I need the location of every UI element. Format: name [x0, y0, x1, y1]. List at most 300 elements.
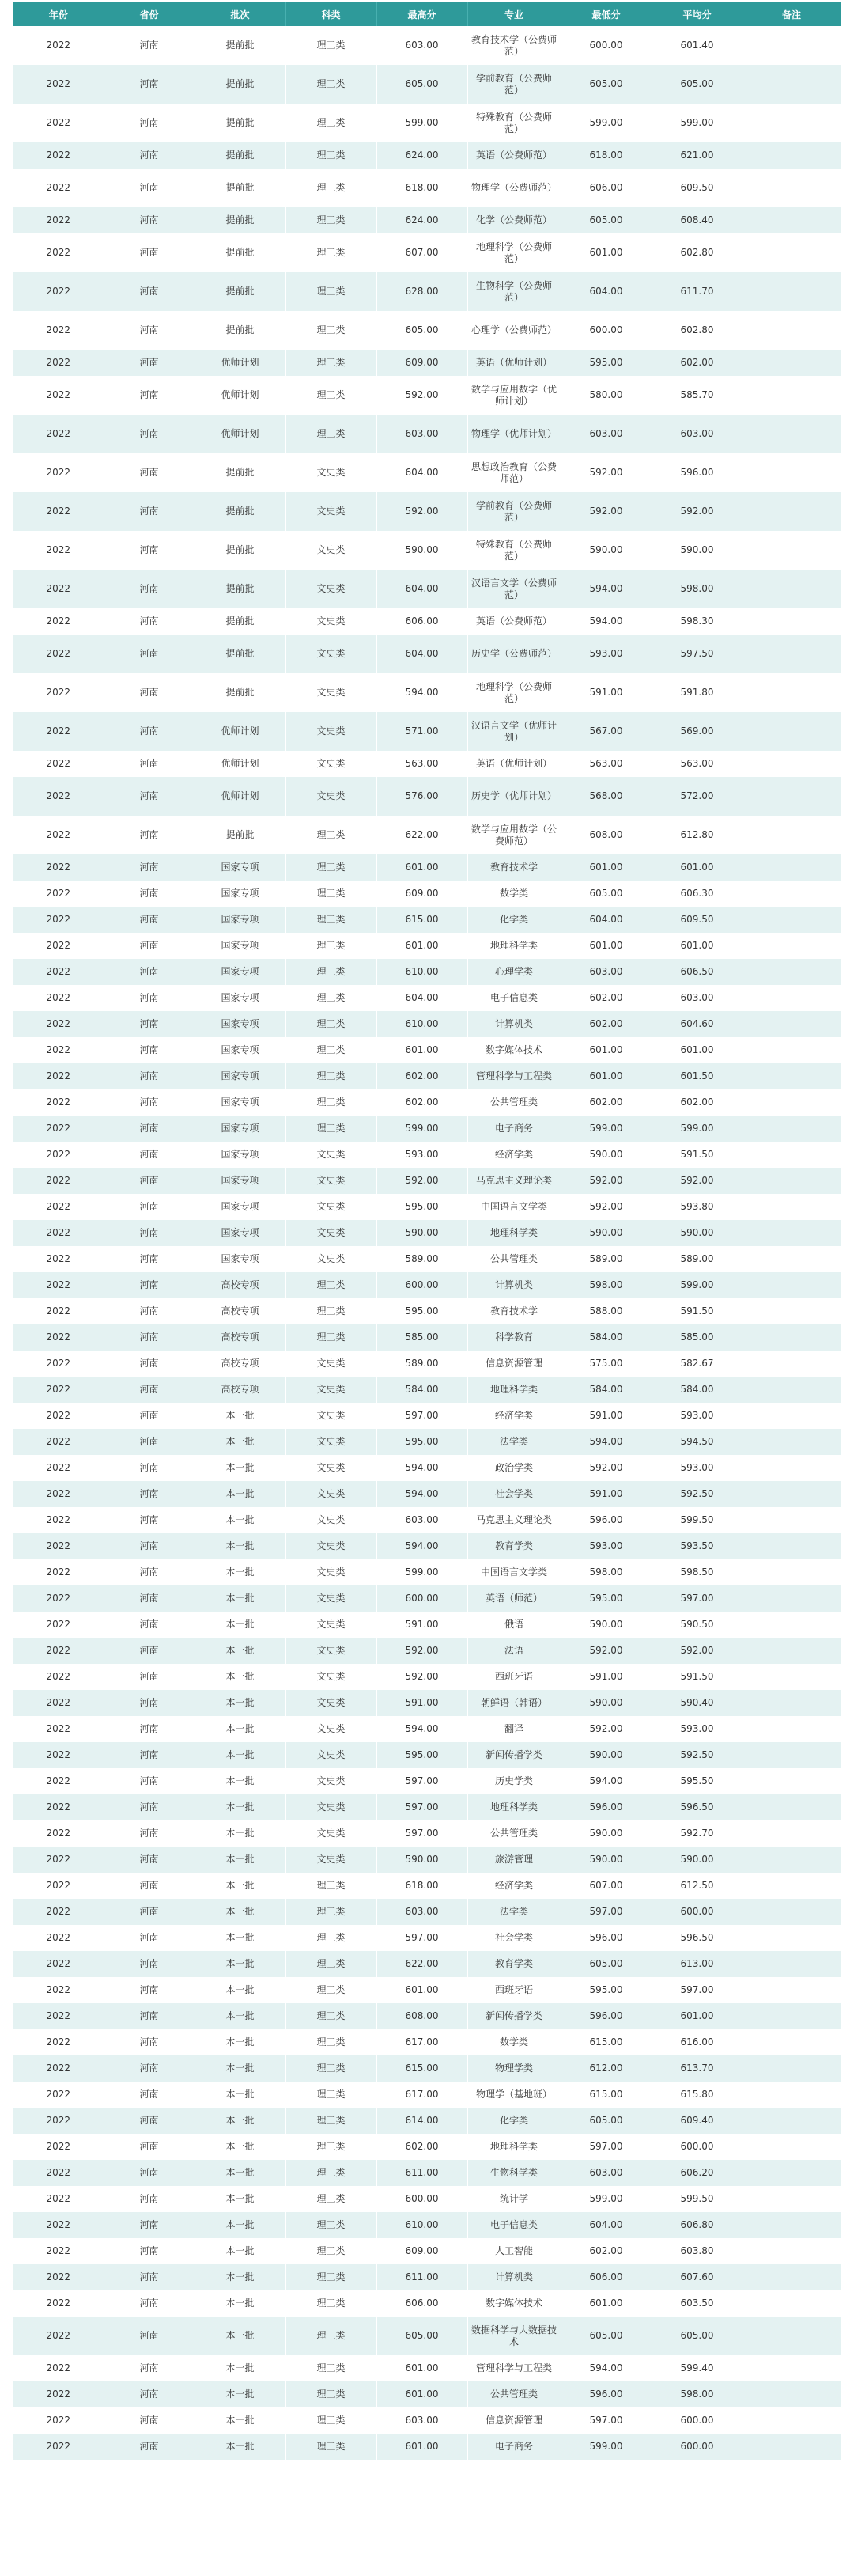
- cell-major: 物理学类: [467, 2055, 561, 2082]
- cell-min-score: 592.00: [561, 1168, 652, 1194]
- cell-province: 河南: [104, 1585, 195, 1612]
- table-row: [13, 376, 841, 415]
- cell-max-score: 615.00: [376, 907, 467, 933]
- cell-major: 公共管理类: [467, 2381, 561, 2407]
- cell-min-score: 604.00: [561, 2212, 652, 2238]
- cell-major: 马克思主义理论类: [467, 1168, 561, 1194]
- cell-batch: 本一批: [195, 1768, 285, 1794]
- cell-major: 数学类: [467, 2029, 561, 2055]
- cell-remarks: [743, 1194, 841, 1220]
- cell-category: 理工类: [285, 1899, 376, 1925]
- cell-avg-score: 606.80: [652, 2212, 743, 2238]
- cell-avg-score: 591.50: [652, 1142, 743, 1168]
- table-row: [13, 2082, 841, 2108]
- cell-batch: 本一批: [195, 1455, 285, 1481]
- cell-avg-score: 612.80: [652, 816, 743, 854]
- cell-remarks: [743, 751, 841, 777]
- cell-year: 2022: [13, 907, 104, 933]
- cell-avg-score: 606.20: [652, 2160, 743, 2186]
- cell-batch: 本一批: [195, 1559, 285, 1585]
- cell-major: 教育学类: [467, 1533, 561, 1559]
- cell-year: 2022: [13, 1742, 104, 1768]
- cell-min-score: 615.00: [561, 2082, 652, 2108]
- table-row: [13, 1246, 841, 1272]
- cell-avg-score: 592.00: [652, 492, 743, 531]
- cell-remarks: [743, 1664, 841, 1690]
- table-row: [13, 673, 841, 712]
- cell-category: 理工类: [285, 1873, 376, 1899]
- cell-max-score: 594.00: [376, 1455, 467, 1481]
- cell-max-score: 571.00: [376, 712, 467, 751]
- table-row: [13, 1272, 841, 1298]
- cell-year: 2022: [13, 311, 104, 350]
- cell-remarks: [743, 1899, 841, 1925]
- header-avg-score: 平均分: [652, 2, 743, 26]
- cell-max-score: 597.00: [376, 1794, 467, 1820]
- cell-category: 理工类: [285, 1298, 376, 1324]
- cell-category: 理工类: [285, 2381, 376, 2407]
- cell-max-score: 592.00: [376, 376, 467, 415]
- cell-major: 公共管理类: [467, 1820, 561, 1847]
- cell-min-score: 589.00: [561, 1246, 652, 1272]
- cell-category: 文史类: [285, 1768, 376, 1794]
- table-row: [13, 1298, 841, 1324]
- cell-avg-score: 598.30: [652, 608, 743, 635]
- cell-min-score: 591.00: [561, 673, 652, 712]
- cell-category: 文史类: [285, 608, 376, 635]
- cell-category: 文史类: [285, 1194, 376, 1220]
- cell-max-score: 590.00: [376, 1220, 467, 1246]
- cell-category: 文史类: [285, 453, 376, 492]
- cell-remarks: [743, 1351, 841, 1377]
- cell-avg-score: 593.00: [652, 1403, 743, 1429]
- cell-category: 文史类: [285, 1220, 376, 1246]
- cell-year: 2022: [13, 2434, 104, 2460]
- cell-min-score: 606.00: [561, 169, 652, 207]
- cell-batch: 本一批: [195, 1899, 285, 1925]
- cell-province: 河南: [104, 1429, 195, 1455]
- cell-remarks: [743, 2082, 841, 2108]
- cell-min-score: 597.00: [561, 2407, 652, 2434]
- table-row: [13, 207, 841, 233]
- table-row: [13, 1925, 841, 1951]
- cell-avg-score: 599.40: [652, 2355, 743, 2381]
- header-category: 科类: [285, 2, 376, 26]
- cell-batch: 本一批: [195, 1742, 285, 1768]
- cell-province: 河南: [104, 415, 195, 453]
- table-row: [13, 1142, 841, 1168]
- cell-min-score: 594.00: [561, 1429, 652, 1455]
- cell-year: 2022: [13, 635, 104, 673]
- cell-province: 河南: [104, 1403, 195, 1429]
- cell-year: 2022: [13, 1533, 104, 1559]
- cell-batch: 提前批: [195, 311, 285, 350]
- cell-avg-score: 604.60: [652, 1011, 743, 1037]
- cell-province: 河南: [104, 1742, 195, 1768]
- cell-max-score: 591.00: [376, 1690, 467, 1716]
- cell-remarks: [743, 1507, 841, 1533]
- cell-min-score: 603.00: [561, 2160, 652, 2186]
- cell-province: 河南: [104, 985, 195, 1011]
- cell-max-score: 615.00: [376, 2055, 467, 2082]
- cell-batch: 本一批: [195, 1664, 285, 1690]
- cell-remarks: [743, 2434, 841, 2460]
- cell-province: 河南: [104, 1690, 195, 1716]
- table-row: [13, 1037, 841, 1063]
- cell-max-score: 601.00: [376, 1037, 467, 1063]
- cell-year: 2022: [13, 1116, 104, 1142]
- cell-major: 朝鲜语（韩语）: [467, 1690, 561, 1716]
- cell-batch: 本一批: [195, 2290, 285, 2317]
- cell-province: 河南: [104, 104, 195, 142]
- cell-min-score: 596.00: [561, 1925, 652, 1951]
- cell-province: 河南: [104, 2186, 195, 2212]
- cell-max-score: 608.00: [376, 2003, 467, 2029]
- cell-year: 2022: [13, 1168, 104, 1194]
- table-row: [13, 2029, 841, 2055]
- cell-max-score: 563.00: [376, 751, 467, 777]
- cell-major: 经济学类: [467, 1873, 561, 1899]
- cell-category: 文史类: [285, 1847, 376, 1873]
- cell-major: 物理学（公费师范）: [467, 169, 561, 207]
- cell-avg-score: 572.00: [652, 777, 743, 816]
- table-row: [13, 1403, 841, 1429]
- cell-category: 理工类: [285, 169, 376, 207]
- cell-remarks: [743, 233, 841, 272]
- cell-province: 河南: [104, 2003, 195, 2029]
- cell-province: 河南: [104, 1820, 195, 1847]
- header-batch: 批次: [195, 2, 285, 26]
- table-row: [13, 2108, 841, 2134]
- cell-major: 心理学类: [467, 959, 561, 985]
- cell-category: 文史类: [285, 1507, 376, 1533]
- cell-remarks: [743, 1116, 841, 1142]
- cell-max-score: 592.00: [376, 1638, 467, 1664]
- cell-category: 理工类: [285, 1116, 376, 1142]
- cell-category: 文史类: [285, 492, 376, 531]
- cell-min-score: 588.00: [561, 1298, 652, 1324]
- cell-batch: 提前批: [195, 233, 285, 272]
- cell-remarks: [743, 350, 841, 376]
- table-row: [13, 1011, 841, 1037]
- cell-remarks: [743, 1481, 841, 1507]
- cell-major: 特殊教育（公费师范）: [467, 104, 561, 142]
- cell-avg-score: 612.50: [652, 1873, 743, 1899]
- cell-year: 2022: [13, 816, 104, 854]
- cell-max-score: 592.00: [376, 1168, 467, 1194]
- cell-min-score: 602.00: [561, 1089, 652, 1116]
- cell-category: 文史类: [285, 1794, 376, 1820]
- cell-avg-score: 606.30: [652, 881, 743, 907]
- cell-category: 文史类: [285, 1481, 376, 1507]
- cell-avg-score: 599.50: [652, 2186, 743, 2212]
- cell-batch: 本一批: [195, 1403, 285, 1429]
- cell-avg-score: 597.50: [652, 635, 743, 673]
- cell-max-score: 610.00: [376, 1011, 467, 1037]
- cell-min-score: 607.00: [561, 1873, 652, 1899]
- cell-major: 教育学类: [467, 1951, 561, 1977]
- cell-batch: 国家专项: [195, 1116, 285, 1142]
- cell-category: 文史类: [285, 1377, 376, 1403]
- cell-batch: 提前批: [195, 635, 285, 673]
- cell-year: 2022: [13, 673, 104, 712]
- cell-major: 数据科学与大数据技术: [467, 2317, 561, 2355]
- cell-max-score: 602.00: [376, 1089, 467, 1116]
- cell-major: 地理科学（公费师范）: [467, 673, 561, 712]
- cell-min-score: 601.00: [561, 233, 652, 272]
- cell-max-score: 601.00: [376, 1977, 467, 2003]
- cell-province: 河南: [104, 1089, 195, 1116]
- cell-remarks: [743, 2134, 841, 2160]
- cell-year: 2022: [13, 104, 104, 142]
- cell-province: 河南: [104, 1272, 195, 1298]
- cell-min-score: 590.00: [561, 1820, 652, 1847]
- cell-category: 理工类: [285, 933, 376, 959]
- cell-province: 河南: [104, 2134, 195, 2160]
- cell-major: 数学类: [467, 881, 561, 907]
- cell-major: 特殊教育（公费师范）: [467, 531, 561, 570]
- cell-major: 计算机类: [467, 1011, 561, 1037]
- cell-major: 学前教育（公费师范）: [467, 65, 561, 104]
- cell-batch: 国家专项: [195, 854, 285, 881]
- cell-major: 生物科学（公费师范）: [467, 272, 561, 311]
- cell-category: 理工类: [285, 376, 376, 415]
- cell-batch: 提前批: [195, 142, 285, 169]
- cell-remarks: [743, 2108, 841, 2134]
- cell-min-score: 596.00: [561, 1794, 652, 1820]
- cell-batch: 本一批: [195, 1951, 285, 1977]
- cell-major: 新闻传播学类: [467, 1742, 561, 1768]
- cell-min-score: 590.00: [561, 1220, 652, 1246]
- cell-batch: 优师计划: [195, 376, 285, 415]
- table-row: [13, 1351, 841, 1377]
- cell-category: 理工类: [285, 1063, 376, 1089]
- table-row: [13, 2264, 841, 2290]
- cell-min-score: 595.00: [561, 1977, 652, 2003]
- cell-min-score: 580.00: [561, 376, 652, 415]
- cell-min-score: 563.00: [561, 751, 652, 777]
- cell-province: 河南: [104, 1168, 195, 1194]
- cell-year: 2022: [13, 2160, 104, 2186]
- cell-major: 公共管理类: [467, 1246, 561, 1272]
- cell-major: 英语（师范）: [467, 1585, 561, 1612]
- cell-avg-score: 596.50: [652, 1925, 743, 1951]
- cell-max-score: 603.00: [376, 415, 467, 453]
- table-row: [13, 142, 841, 169]
- cell-remarks: [743, 1168, 841, 1194]
- cell-min-score: 591.00: [561, 1403, 652, 1429]
- table-row: [13, 415, 841, 453]
- cell-batch: 国家专项: [195, 1011, 285, 1037]
- cell-year: 2022: [13, 2355, 104, 2381]
- cell-major: 地理科学类: [467, 2134, 561, 2160]
- cell-category: 理工类: [285, 1089, 376, 1116]
- cell-batch: 提前批: [195, 608, 285, 635]
- cell-remarks: [743, 376, 841, 415]
- table-row: [13, 608, 841, 635]
- cell-remarks: [743, 1533, 841, 1559]
- cell-min-score: 600.00: [561, 311, 652, 350]
- cell-province: 河南: [104, 1768, 195, 1794]
- cell-remarks: [743, 2317, 841, 2355]
- cell-min-score: 598.00: [561, 1559, 652, 1585]
- cell-min-score: 601.00: [561, 2290, 652, 2317]
- cell-batch: 优师计划: [195, 712, 285, 751]
- cell-avg-score: 585.00: [652, 1324, 743, 1351]
- cell-province: 河南: [104, 881, 195, 907]
- cell-province: 河南: [104, 816, 195, 854]
- cell-batch: 国家专项: [195, 881, 285, 907]
- cell-max-score: 602.00: [376, 1063, 467, 1089]
- table-row: [13, 635, 841, 673]
- cell-max-score: 622.00: [376, 816, 467, 854]
- cell-province: 河南: [104, 1377, 195, 1403]
- cell-province: 河南: [104, 1794, 195, 1820]
- cell-max-score: 594.00: [376, 1481, 467, 1507]
- cell-year: 2022: [13, 959, 104, 985]
- cell-remarks: [743, 1063, 841, 1089]
- cell-province: 河南: [104, 1612, 195, 1638]
- cell-remarks: [743, 881, 841, 907]
- cell-batch: 国家专项: [195, 1089, 285, 1116]
- cell-avg-score: 601.00: [652, 854, 743, 881]
- cell-category: 理工类: [285, 2160, 376, 2186]
- cell-year: 2022: [13, 1820, 104, 1847]
- cell-batch: 提前批: [195, 816, 285, 854]
- cell-category: 理工类: [285, 207, 376, 233]
- cell-category: 文史类: [285, 1716, 376, 1742]
- cell-min-score: 590.00: [561, 1612, 652, 1638]
- table-row: [13, 1089, 841, 1116]
- cell-province: 河南: [104, 2160, 195, 2186]
- cell-remarks: [743, 1847, 841, 1873]
- cell-year: 2022: [13, 2003, 104, 2029]
- cell-min-score: 590.00: [561, 1742, 652, 1768]
- cell-remarks: [743, 635, 841, 673]
- table-row: [13, 854, 841, 881]
- cell-province: 河南: [104, 311, 195, 350]
- cell-batch: 本一批: [195, 2003, 285, 2029]
- cell-category: 理工类: [285, 2238, 376, 2264]
- cell-min-score: 568.00: [561, 777, 652, 816]
- cell-batch: 国家专项: [195, 1037, 285, 1063]
- cell-remarks: [743, 816, 841, 854]
- cell-batch: 本一批: [195, 2160, 285, 2186]
- cell-major: 电子信息类: [467, 985, 561, 1011]
- cell-batch: 提前批: [195, 453, 285, 492]
- cell-max-score: 628.00: [376, 272, 467, 311]
- cell-year: 2022: [13, 2238, 104, 2264]
- cell-year: 2022: [13, 1351, 104, 1377]
- cell-major: 法语: [467, 1638, 561, 1664]
- table-row: [13, 570, 841, 608]
- cell-avg-score: 613.00: [652, 1951, 743, 1977]
- score-table-container: [13, 0, 841, 2460]
- table-row: [13, 453, 841, 492]
- cell-max-score: 601.00: [376, 2355, 467, 2381]
- cell-avg-score: 601.50: [652, 1063, 743, 1089]
- cell-avg-score: 584.00: [652, 1377, 743, 1403]
- cell-batch: 国家专项: [195, 1063, 285, 1089]
- cell-major: 法学类: [467, 1899, 561, 1925]
- cell-province: 河南: [104, 1977, 195, 2003]
- cell-province: 河南: [104, 1664, 195, 1690]
- cell-remarks: [743, 1768, 841, 1794]
- cell-avg-score: 605.00: [652, 65, 743, 104]
- cell-batch: 本一批: [195, 2381, 285, 2407]
- cell-min-score: 606.00: [561, 2264, 652, 2290]
- cell-major: 西班牙语: [467, 1664, 561, 1690]
- cell-year: 2022: [13, 2381, 104, 2407]
- cell-batch: 国家专项: [195, 933, 285, 959]
- header-major: 专业: [467, 2, 561, 26]
- cell-avg-score: 601.00: [652, 933, 743, 959]
- table-row: [13, 2355, 841, 2381]
- cell-category: 理工类: [285, 2264, 376, 2290]
- table-row: [13, 2238, 841, 2264]
- cell-avg-score: 569.00: [652, 712, 743, 751]
- cell-batch: 本一批: [195, 1507, 285, 1533]
- cell-avg-score: 592.70: [652, 1820, 743, 1847]
- cell-remarks: [743, 65, 841, 104]
- cell-year: 2022: [13, 2317, 104, 2355]
- cell-year: 2022: [13, 881, 104, 907]
- cell-category: 文史类: [285, 570, 376, 608]
- cell-major: 计算机类: [467, 2264, 561, 2290]
- cell-remarks: [743, 907, 841, 933]
- cell-year: 2022: [13, 453, 104, 492]
- cell-min-score: 584.00: [561, 1324, 652, 1351]
- cell-major: 汉语言文学（公费师范）: [467, 570, 561, 608]
- cell-min-score: 602.00: [561, 1011, 652, 1037]
- table-body: [13, 26, 841, 2460]
- cell-category: 理工类: [285, 2134, 376, 2160]
- cell-major: 经济学类: [467, 1142, 561, 1168]
- cell-remarks: [743, 26, 841, 65]
- cell-major: 数字媒体技术: [467, 2290, 561, 2317]
- cell-avg-score: 601.00: [652, 2003, 743, 2029]
- table-row: [13, 1194, 841, 1220]
- cell-province: 河南: [104, 65, 195, 104]
- cell-major: 社会学类: [467, 1925, 561, 1951]
- cell-batch: 本一批: [195, 1925, 285, 1951]
- table-row: [13, 1507, 841, 1533]
- cell-avg-score: 613.70: [652, 2055, 743, 2082]
- cell-year: 2022: [13, 570, 104, 608]
- cell-max-score: 597.00: [376, 1820, 467, 1847]
- cell-year: 2022: [13, 1220, 104, 1246]
- cell-avg-score: 600.00: [652, 2407, 743, 2434]
- cell-avg-score: 595.50: [652, 1768, 743, 1794]
- cell-batch: 国家专项: [195, 1220, 285, 1246]
- table-row: [13, 1768, 841, 1794]
- cell-year: 2022: [13, 1142, 104, 1168]
- cell-batch: 国家专项: [195, 1168, 285, 1194]
- cell-major: 历史学（优师计划）: [467, 777, 561, 816]
- cell-major: 信息资源管理: [467, 1351, 561, 1377]
- cell-remarks: [743, 1403, 841, 1429]
- cell-remarks: [743, 1324, 841, 1351]
- cell-max-score: 604.00: [376, 570, 467, 608]
- table-row: [13, 1638, 841, 1664]
- cell-max-score: 603.00: [376, 1899, 467, 1925]
- table-row: [13, 2212, 841, 2238]
- cell-category: 文史类: [285, 1351, 376, 1377]
- cell-batch: 优师计划: [195, 415, 285, 453]
- cell-year: 2022: [13, 350, 104, 376]
- cell-category: 理工类: [285, 2082, 376, 2108]
- cell-batch: 提前批: [195, 104, 285, 142]
